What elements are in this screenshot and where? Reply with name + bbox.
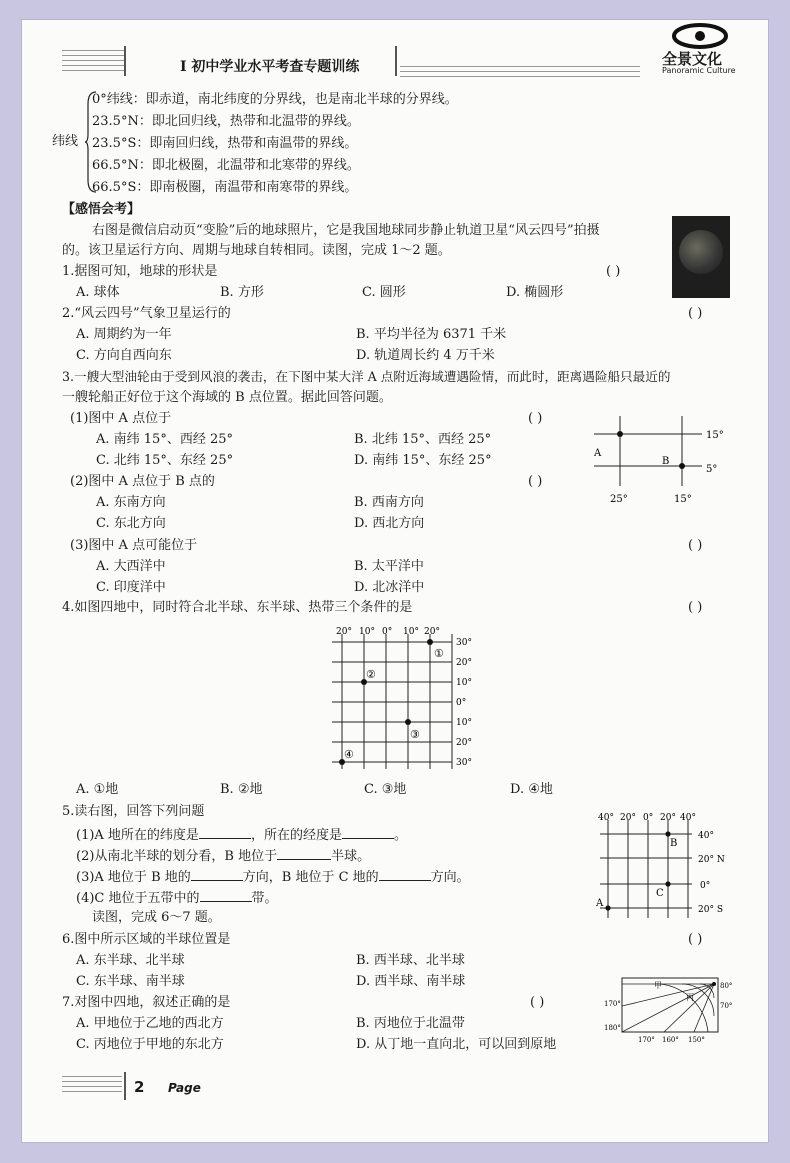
header-divider-right	[395, 46, 397, 76]
q4-right-label-1: 30°	[456, 638, 472, 648]
header-right-lines	[400, 66, 640, 77]
q3-sub3-option-d[interactable]: D. 北冰洋中	[354, 580, 425, 595]
q4-top-label-5: 20°	[424, 627, 440, 637]
q2-option-c[interactable]: C. 方向自西向东	[76, 348, 172, 363]
q3-sub1-paren[interactable]: ( )	[528, 411, 543, 426]
q7-bottom-label-3: 150°	[688, 1036, 705, 1044]
q5-l3b: 方向，B 地位于 C 地的	[242, 870, 379, 885]
q5-l3c: 方向。	[430, 870, 470, 885]
q5-latitude-blank[interactable]	[199, 826, 251, 839]
q3-sub2-option-c[interactable]: C. 东北方向	[96, 516, 166, 531]
q2-option-d[interactable]: D. 轨道周长约 4 万千米	[356, 348, 495, 363]
q4-top-label-3: 0°	[382, 627, 393, 637]
q5-hemisphere-blank[interactable]	[277, 847, 331, 860]
q4-point-2-label: ②	[366, 668, 376, 681]
q4-option-b[interactable]: B. ②地	[220, 782, 263, 797]
q4-option-c[interactable]: C. ③地	[364, 782, 407, 797]
q5-l1a: (1)A 地所在的纬度是	[76, 828, 199, 843]
page-number: 2	[134, 1078, 145, 1096]
q5-right-label-3: 0°	[700, 881, 711, 891]
q7-right-label-1: 80°	[720, 982, 733, 990]
q4-top-label-1: 20°	[336, 627, 352, 637]
q1-stem: 1.据图可知，地球的形状是	[62, 264, 218, 279]
q5-top-label-4: 20°	[660, 813, 676, 823]
q5-right-label-2: 20° N	[698, 855, 725, 865]
q5-direction-blank-2[interactable]	[379, 868, 431, 881]
latitude-label: 纬线	[52, 134, 79, 149]
q5-line-2	[76, 847, 370, 865]
q5-top-label-1: 40°	[598, 813, 614, 823]
q3-map	[590, 416, 730, 508]
q3-label-a: A	[594, 448, 602, 459]
q3-lat-label-5: 5°	[706, 464, 718, 475]
q7-option-c[interactable]: C. 丙地位于甲地的东北方	[76, 1037, 224, 1052]
q6-option-b[interactable]: B. 西半球、北半球	[356, 953, 465, 968]
q3-sub1-option-d[interactable]: D. 南纬 15°、东经 25°	[354, 453, 492, 468]
latitude-line-5: 66.5°S：即南极圈，南温带和南寒带的界线。	[92, 180, 358, 195]
q5-line-1	[76, 826, 407, 844]
q5-l3a: (3)A 地位于 B 地的	[76, 870, 191, 885]
q3-sub1-option-c[interactable]: C. 北纬 15°、东经 25°	[96, 453, 234, 468]
q4-top-label-4: 10°	[403, 627, 419, 637]
q2-option-b[interactable]: B. 平均半径为 6371 千米	[356, 327, 507, 342]
q4-option-d[interactable]: D. ④地	[510, 782, 553, 797]
q6-7-lead: 读图，完成 6～7 题。	[92, 910, 221, 925]
q3-sub2: (2)图中 A 点位于 B 点的	[70, 474, 215, 489]
intro-line-1: 右图是微信启动页“变脸”后的地球照片，它是我国地球同步静止轨道卫星“风云四号”拍摄	[92, 223, 600, 238]
q1-option-c[interactable]: C. 圆形	[362, 285, 406, 300]
q4-top-label-2: 10°	[359, 627, 375, 637]
q1-option-a[interactable]: A. 球体	[76, 285, 120, 300]
q4-point-1-label: ①	[434, 647, 444, 660]
footer-rule-lines	[62, 1076, 122, 1092]
q2-stem: 2.“风云四号”气象卫星运行的	[62, 306, 231, 321]
q5-label-a: A	[596, 898, 604, 909]
q5-line-4	[76, 889, 278, 907]
q5-zone-blank[interactable]	[200, 889, 252, 902]
q4-option-a[interactable]: A. ①地	[76, 782, 119, 797]
q7-north-pole-point	[712, 982, 716, 986]
q5-longitude-blank[interactable]	[342, 826, 394, 839]
q7-bottom-label-1: 170°	[638, 1036, 655, 1044]
q4-right-label-5: 10°	[456, 718, 472, 728]
q5-point-b	[665, 831, 670, 836]
q5-label-c: C	[656, 888, 664, 899]
header-title: I 初中学业水平考查专题训练	[180, 59, 360, 75]
latitude-line-3: 23.5°S：即南回归线，热带和南温带的界线。	[92, 136, 358, 151]
q3-sub3-option-c[interactable]: C. 印度洋中	[96, 580, 166, 595]
q4-point-3	[405, 719, 411, 725]
q4-answer-paren[interactable]: ( )	[688, 600, 703, 615]
q5-top-label-2: 20°	[620, 813, 636, 823]
header-divider	[124, 46, 126, 76]
q5-direction-blank-1[interactable]	[191, 868, 243, 881]
q7-right-label-2: 70°	[720, 1002, 733, 1010]
q7-place-jia: 甲	[654, 981, 662, 990]
q4-right-label-7: 30°	[456, 758, 472, 768]
q5-point-a	[605, 905, 610, 910]
q2-answer-paren[interactable]: ( )	[688, 306, 703, 321]
q7-answer-paren[interactable]: ( )	[530, 995, 545, 1010]
q3-point-b	[679, 463, 685, 469]
page	[22, 20, 768, 1142]
q3-sub3: (3)图中 A 点可能位于	[70, 538, 198, 553]
q5-l1c: 。	[393, 828, 407, 843]
q3-sub2-option-b[interactable]: B. 西南方向	[354, 495, 424, 510]
q3-stem-line-1: 3.一艘大型油轮由于受到风浪的袭击，在下图中某大洋 A 点附近海域遭遇险情，而此时，距离遇险船只最近的	[62, 369, 671, 384]
q4-point-4-label: ④	[344, 748, 354, 761]
q4-right-label-3: 10°	[456, 678, 472, 688]
q3-label-b: B	[662, 456, 670, 467]
q3-sub1-option-a[interactable]: A. 南纬 15°、西经 25°	[96, 432, 234, 447]
q7-option-b[interactable]: B. 丙地位于北温带	[356, 1016, 465, 1031]
intro-line-2: 的。该卫星运行方向、周期与地球自转相同。读图，完成 1～2 题。	[62, 243, 451, 258]
q5-l2b: 半球。	[331, 849, 371, 864]
q4-point-1	[427, 639, 433, 645]
q3-point-a	[617, 431, 623, 437]
q1-option-d[interactable]: D. 椭圆形	[506, 285, 564, 300]
q3-sub1-option-b[interactable]: B. 北纬 15°、西经 25°	[354, 432, 492, 447]
brand-logo-icon	[670, 20, 730, 50]
q5-point-c	[665, 881, 670, 886]
q1-answer-paren[interactable]: ( )	[606, 264, 621, 279]
q3-sub2-paren[interactable]: ( )	[528, 474, 543, 489]
q3-lat-label-15: 15°	[706, 430, 724, 441]
q5-l1b: ，所在的经度是	[250, 828, 342, 843]
q6-answer-paren[interactable]: ( )	[688, 932, 703, 947]
q5-right-label-1: 40°	[698, 831, 714, 841]
q3-sub1: (1)图中 A 点位于	[70, 411, 172, 426]
latitude-line-1: 0°纬线：即赤道，南北纬度的分界线，也是南北半球的分界线。	[92, 92, 458, 107]
q6-stem: 6.图中所示区域的半球位置是	[62, 932, 231, 947]
q7-option-a[interactable]: A. 甲地位于乙地的西北方	[76, 1016, 224, 1031]
q3-sub3-option-a[interactable]: A. 大西洋中	[96, 559, 166, 574]
latitude-line-2: 23.5°N：即北回归线，热带和北温带的界线。	[92, 114, 360, 129]
q6-option-c[interactable]: C. 东半球、南半球	[76, 974, 185, 989]
q5-top-label-5: 40°	[680, 813, 696, 823]
q5-l4b: 带。	[251, 891, 278, 906]
q5-top-label-3: 0°	[643, 813, 654, 823]
q7-stem: 7.对图中四地，叙述正确的是	[62, 995, 231, 1010]
q4-right-label-6: 20°	[456, 738, 472, 748]
q6-option-d[interactable]: D. 西半球、南半球	[356, 974, 466, 989]
q5-label-b: B	[670, 838, 678, 849]
earth-photo	[672, 216, 730, 298]
q5-map	[586, 810, 736, 926]
brand-name: 全景文化	[662, 50, 723, 68]
q1-option-b[interactable]: B. 方形	[220, 285, 264, 300]
q4-right-label-2: 20°	[456, 658, 472, 668]
q5-stem: 5.读右图，回答下列问题	[62, 804, 205, 819]
header-rule-lines	[62, 50, 124, 75]
q5-l2a: (2)从南北半球的划分看，B 地位于	[76, 849, 278, 864]
section-title: 【感悟会考】	[62, 202, 141, 217]
latitude-line-4: 66.5°N：即北极圈，北温带和北寒带的界线。	[92, 158, 360, 173]
q5-right-label-4: 20° S	[698, 905, 723, 915]
q3-lon-label-15: 15°	[674, 494, 692, 505]
q3-stem-line-2: 一艘轮船正好位于这个海域的 B 点位置。据此回答问题。	[62, 390, 392, 405]
page-word: Page	[168, 1081, 201, 1095]
q7-polar-map	[604, 976, 740, 1044]
q3-sub3-paren[interactable]: ( )	[688, 538, 703, 553]
q4-grid-map	[322, 624, 492, 774]
q3-lon-label-25: 25°	[610, 494, 628, 505]
q4-right-label-4: 0°	[456, 698, 467, 708]
q3-sub2-option-a[interactable]: A. 东南方向	[96, 495, 166, 510]
q7-place-bing: 丙	[686, 993, 694, 1002]
q5-l4a: (4)C 地位于五带中的	[76, 891, 200, 906]
q3-sub2-option-d[interactable]: D. 西北方向	[354, 516, 425, 531]
q4-stem: 4.如图四地中，同时符合北半球、东半球、热带三个条件的是	[62, 600, 413, 615]
footer-divider	[124, 1072, 126, 1100]
q4-point-3-label: ③	[410, 728, 420, 741]
q5-line-3	[76, 868, 470, 886]
q3-sub3-option-b[interactable]: B. 太平洋中	[354, 559, 424, 574]
q7-bottom-label-2: 160°	[662, 1036, 679, 1044]
brand-english: Panoramic Culture	[662, 66, 736, 75]
q7-left-label-2: 180°	[604, 1024, 621, 1032]
q7-left-label-1: 170°	[604, 1000, 621, 1008]
q6-option-a[interactable]: A. 东半球、北半球	[76, 953, 185, 968]
q2-option-a[interactable]: A. 周期约为一年	[76, 327, 172, 342]
q7-option-d[interactable]: D. 从丁地一直向北，可以回到原地	[356, 1037, 557, 1052]
